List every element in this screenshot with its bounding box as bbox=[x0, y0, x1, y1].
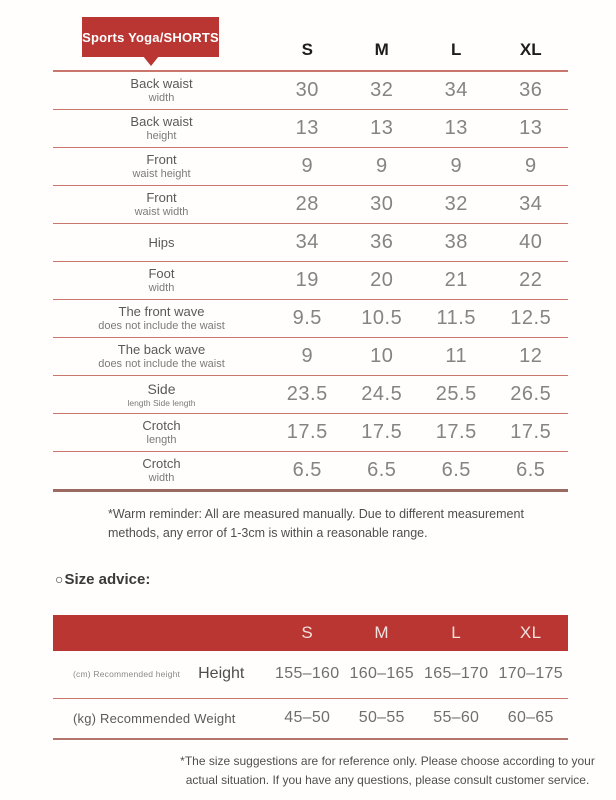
row-unit-label: (kg) Recommended Weight bbox=[73, 710, 236, 726]
cell-value: 12 bbox=[519, 345, 543, 367]
cell-value: 28 bbox=[295, 193, 319, 215]
row-label bbox=[53, 235, 270, 250]
cell-value: 20 bbox=[370, 269, 394, 291]
row-label bbox=[53, 381, 270, 408]
cell-value: 17.5 bbox=[510, 421, 552, 443]
row-unit-label: (cm) Recommended height bbox=[73, 669, 181, 680]
row-label-sub: width bbox=[148, 91, 175, 104]
cell-value: 30 bbox=[370, 193, 394, 215]
cell-value: 24.5 bbox=[361, 383, 403, 405]
cell-value: 50–55 bbox=[358, 709, 405, 727]
row-label-main: The front wave bbox=[118, 304, 205, 320]
cell-value: 9 bbox=[450, 155, 463, 177]
table-row-foot-width bbox=[53, 262, 568, 300]
row-label-main: Back waist bbox=[130, 114, 193, 130]
measurement-table bbox=[53, 30, 568, 492]
row-label-sub: waist height bbox=[132, 167, 191, 180]
cell-value: 40 bbox=[519, 231, 543, 253]
row-label-sub: does not include the waist bbox=[98, 357, 225, 370]
cell-value: 11 bbox=[445, 345, 468, 367]
row-label-main: Crotch bbox=[142, 418, 181, 434]
row-label-main: Front bbox=[146, 190, 177, 206]
cell-value: 30 bbox=[295, 79, 319, 101]
advice-column-header-xl: XL bbox=[519, 622, 542, 642]
circle-icon: ○ bbox=[55, 571, 64, 588]
size-advice-table-header bbox=[53, 615, 568, 651]
table-row-back-waist-height bbox=[53, 110, 568, 148]
size-advice-heading bbox=[55, 571, 616, 588]
row-label bbox=[53, 190, 270, 218]
row-label-sub: width bbox=[148, 471, 175, 484]
cell-value: 160–165 bbox=[349, 665, 414, 683]
cell-value: 32 bbox=[370, 79, 394, 101]
cell-value: 9 bbox=[301, 345, 314, 367]
row-label bbox=[53, 711, 270, 726]
cell-value: 17.5 bbox=[286, 421, 328, 443]
cell-value: 11.5 bbox=[436, 307, 476, 329]
row-label bbox=[53, 456, 270, 484]
row-label-main: The back wave bbox=[117, 342, 206, 358]
cell-value: 34 bbox=[295, 231, 319, 253]
size-suggestion-note: *The size suggestions are for reference only. Please choose according to your actual situation. If you have any questions, please consult customer service. bbox=[180, 753, 595, 787]
table-row-back-waist-width bbox=[53, 72, 568, 110]
row-label-sub: does not include the waist bbox=[98, 319, 225, 332]
cell-value: 165–170 bbox=[424, 665, 489, 683]
row-label-main: Foot bbox=[148, 266, 175, 282]
cell-value: 6.5 bbox=[516, 459, 546, 481]
cell-value: 45–50 bbox=[284, 709, 331, 727]
cell-value: 6.5 bbox=[292, 459, 322, 481]
cell-value: 13 bbox=[444, 117, 468, 139]
badge-pointer-icon bbox=[143, 56, 159, 66]
column-header-s: S bbox=[301, 40, 313, 59]
row-label-sub: length Side length bbox=[127, 397, 196, 408]
row-label bbox=[53, 665, 270, 683]
row-label-main: Front bbox=[146, 152, 177, 168]
table-row-front-wave bbox=[53, 300, 568, 338]
cell-value: 60–65 bbox=[507, 709, 554, 727]
cell-value: 26.5 bbox=[510, 383, 552, 405]
cell-value: 10.5 bbox=[361, 307, 403, 329]
product-badge bbox=[82, 17, 219, 57]
size-advice-heading-label: Size advice: bbox=[64, 570, 151, 588]
cell-value: 17.5 bbox=[435, 421, 477, 443]
cell-value: 32 bbox=[444, 193, 468, 215]
cell-value: 9 bbox=[375, 155, 388, 177]
cell-value: 34 bbox=[519, 193, 543, 215]
row-label bbox=[53, 418, 270, 446]
cell-value: 21 bbox=[444, 269, 468, 291]
row-label-main: Side bbox=[147, 381, 176, 398]
advice-row-height bbox=[53, 651, 568, 699]
row-label bbox=[53, 114, 270, 142]
cell-value: 10 bbox=[370, 345, 394, 367]
row-label bbox=[53, 304, 270, 332]
cell-value: 13 bbox=[295, 117, 319, 139]
advice-column-header-m: M bbox=[374, 622, 390, 642]
advice-row-weight bbox=[53, 699, 568, 740]
table-row-front-waist-height bbox=[53, 148, 568, 186]
cell-value: 36 bbox=[519, 79, 543, 101]
row-label-main: Hips bbox=[148, 234, 175, 250]
advice-column-header-s: S bbox=[301, 622, 314, 642]
table-row-crotch-width bbox=[53, 452, 568, 492]
cell-value: 17.5 bbox=[361, 421, 403, 443]
cell-value: 25.5 bbox=[435, 383, 477, 405]
cell-value: 6.5 bbox=[441, 459, 471, 481]
cell-value: 23.5 bbox=[286, 383, 328, 405]
table-row-front-waist-width bbox=[53, 186, 568, 224]
column-header-l: L bbox=[451, 40, 462, 59]
row-label-sub: length bbox=[146, 433, 177, 446]
table-row-back-wave bbox=[53, 338, 568, 376]
row-label bbox=[53, 266, 270, 294]
cell-value: 34 bbox=[444, 79, 468, 101]
row-label-sub: height bbox=[146, 129, 177, 142]
cell-value: 55–60 bbox=[433, 709, 480, 727]
row-label-main: Crotch bbox=[142, 456, 181, 472]
cell-value: 22 bbox=[519, 269, 543, 291]
cell-value: 36 bbox=[370, 231, 394, 253]
row-label-sub: width bbox=[148, 281, 175, 294]
row-label-sub: waist width bbox=[134, 205, 189, 218]
cell-value: 38 bbox=[444, 231, 468, 253]
cell-value: 9.5 bbox=[292, 307, 322, 329]
row-label bbox=[53, 342, 270, 370]
column-header-xl: XL bbox=[519, 40, 542, 59]
row-label-main: Height bbox=[198, 665, 245, 683]
cell-value: 13 bbox=[370, 117, 394, 139]
size-advice-table bbox=[53, 615, 568, 740]
row-label bbox=[53, 76, 270, 104]
advice-column-header-l: L bbox=[451, 622, 462, 642]
cell-value: 155–160 bbox=[275, 665, 340, 683]
table-row-hips bbox=[53, 224, 568, 262]
column-header-m: M bbox=[374, 40, 389, 59]
cell-value: 19 bbox=[295, 269, 319, 291]
cell-value: 13 bbox=[519, 117, 543, 139]
cell-value: 9 bbox=[301, 155, 314, 177]
row-label-main: Back waist bbox=[130, 76, 193, 92]
cell-value: 6.5 bbox=[367, 459, 397, 481]
cell-value: 9 bbox=[524, 155, 537, 177]
table-row-crotch-length bbox=[53, 414, 568, 452]
product-badge-label: Sports Yoga/SHORTS bbox=[82, 29, 219, 45]
cell-value: 12.5 bbox=[510, 307, 552, 329]
cell-value: 170–175 bbox=[498, 665, 563, 683]
warm-reminder-note: *Warm reminder: All are measured manually. Due to different measurement methods, any error of 1-3cm is within a reasonable range. bbox=[108, 507, 524, 541]
row-label bbox=[53, 152, 270, 180]
table-row-side-length bbox=[53, 376, 568, 414]
